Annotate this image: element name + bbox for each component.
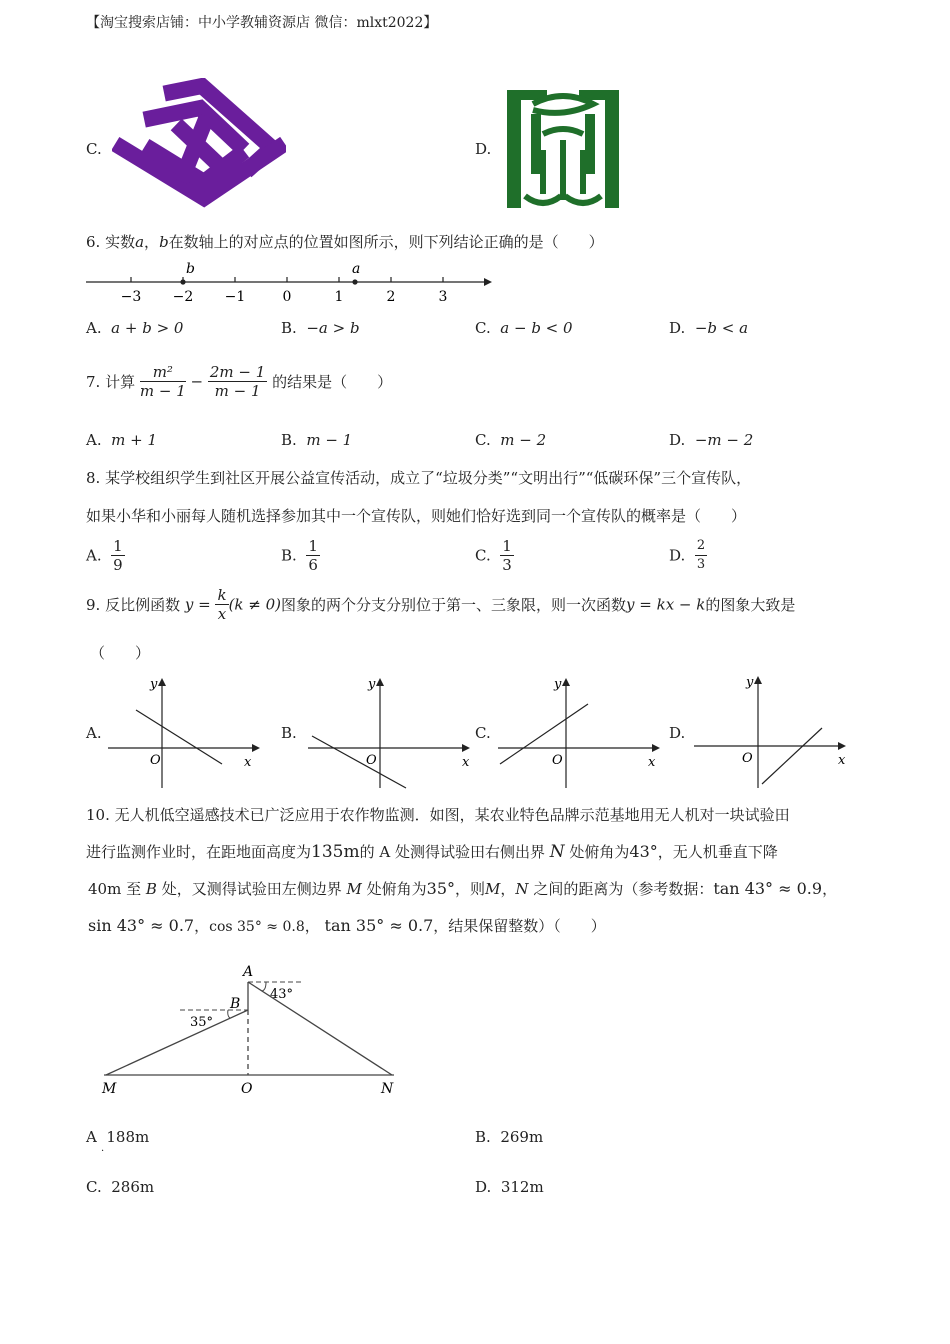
- q9-stem: 9. 反比例函数 y = $\frac{k}{x}$ (k ≠ 0)图象的两个分支分别位于第一、三象限，则一次函数y = kx − k的图象大致是: [86, 586, 796, 623]
- tick-label: 3: [438, 289, 448, 305]
- svg-text:x: x: [462, 755, 470, 770]
- q10-line4: sin 43° ≈ 0.7，cos 35° ≈ 0.8， tan 35° ≈ 0.7，结果保留整数）（ ）: [88, 916, 606, 935]
- q7-option-c: C. m − 2: [475, 431, 547, 449]
- q9-option-d-label: D.: [669, 724, 686, 742]
- tick-label: 2: [386, 289, 396, 305]
- q10-line2: 进行监测作业时，在距地面高度为135m的 A 处测得试验田右侧出界 N 处俯角为43°，无人机垂直下降: [86, 842, 778, 862]
- graph-line: [136, 710, 222, 764]
- tick-label: −1: [224, 289, 246, 305]
- q10-line3: 40m 至 B 处，又测得试验田左侧边界 M 处俯角为35°，则M，N 之间的距离为（参考数据：tan 43° ≈ 0.9，: [88, 879, 838, 898]
- svg-text:y: y: [368, 677, 376, 692]
- q10-option-b: B. 269m: [475, 1128, 544, 1146]
- q5-option-d-label: D.: [475, 140, 492, 158]
- svg-text:y: y: [554, 677, 562, 692]
- svg-text:A: A: [243, 964, 254, 980]
- q9-graph-b: [304, 674, 474, 792]
- svg-text:B: B: [230, 996, 241, 1012]
- q8-line2: 如果小华和小丽每人随机选择参加其中一个宣传队，则她们恰好选到同一个宣传队的概率是（ ）: [86, 507, 747, 525]
- q10-option-d: D. 312m: [475, 1178, 544, 1196]
- page-header: 【淘宝搜索店铺：中小学教辅资源店 微信：mlxt2022】: [86, 15, 438, 31]
- q6-stem: 6. 实数a，b在数轴上的对应点的位置如图所示，则下列结论正确的是（ ）: [86, 233, 604, 251]
- svg-text:y: y: [746, 675, 754, 690]
- q9-option-c-label: C.: [475, 724, 491, 742]
- stray-dot: ·: [101, 1146, 105, 1157]
- tick-label: −3: [120, 289, 142, 305]
- q6-option-b: B. −a > b: [281, 319, 360, 337]
- svg-text:M: M: [102, 1081, 117, 1097]
- q9-graph-c: [494, 674, 664, 792]
- q10-option-c: C. 286m: [86, 1178, 155, 1196]
- q7-option-d: D. −m − 2: [669, 431, 754, 449]
- tick-label: 0: [282, 289, 292, 305]
- q8-option-d: D. $\frac{2}{3}$: [669, 538, 706, 572]
- svg-text:O: O: [552, 753, 563, 768]
- graph-line: [500, 704, 588, 764]
- q7-option-a: A. m + 1: [86, 431, 158, 449]
- graph-line: [762, 728, 822, 784]
- svg-text:O: O: [742, 751, 753, 766]
- q10-figure: [96, 960, 406, 1100]
- q10-line1: 10. 无人机低空遥感技术已广泛应用于农作物监测．如图，某农业特色品牌示范基地用无人机对一块试验田: [86, 806, 790, 824]
- svg-text:x: x: [244, 755, 252, 770]
- q6-option-d: D. −b < a: [669, 319, 749, 337]
- q8-option-a: A. $\frac{1}{9}$: [86, 537, 123, 574]
- tick-label: 1: [334, 289, 344, 305]
- svg-text:N: N: [381, 1081, 394, 1097]
- q5-logo-c: [112, 78, 286, 216]
- svg-text:y: y: [150, 677, 158, 692]
- point-b-label: b: [186, 261, 195, 277]
- q9-option-a-label: A.: [86, 724, 102, 742]
- svg-text:O: O: [241, 1081, 253, 1097]
- q8-option-b: B. $\frac{1}{6}$: [281, 537, 318, 574]
- q7-option-b: B. m − 1: [281, 431, 353, 449]
- tick-label: −2: [172, 289, 194, 305]
- q10-option-a: A 188m: [86, 1128, 150, 1146]
- svg-text:x: x: [838, 753, 846, 768]
- q6-number-line: [86, 258, 496, 308]
- q6-option-c: C. a − b < 0: [475, 319, 573, 337]
- graph-line: [312, 736, 406, 788]
- point-a: [352, 279, 357, 284]
- q8-option-c: C. $\frac{1}{3}$: [475, 537, 512, 574]
- q6-option-a: A. a + b > 0: [86, 319, 184, 337]
- svg-text:O: O: [366, 753, 377, 768]
- q5-option-c-label: C.: [86, 140, 102, 158]
- point-b: [180, 279, 185, 284]
- q9-option-b-label: B.: [281, 724, 297, 742]
- q9-blank: （ ）: [90, 644, 151, 662]
- svg-text:O: O: [150, 753, 161, 768]
- q9-graph-a: [104, 674, 264, 792]
- svg-text:x: x: [648, 755, 656, 770]
- svg-text:35°: 35°: [190, 1015, 214, 1030]
- svg-text:43°: 43°: [270, 987, 294, 1002]
- q9-graph-d: [690, 672, 860, 792]
- q7-stem: 7. 计算 $\frac{\text{m²}}{m - 1}$ − $\frac{2m - 1}{m - 1}$ 的结果是（ ）: [86, 363, 393, 400]
- q8-line1: 8. 某学校组织学生到社区开展公益宣传活动，成立了“垃圾分类”“文明出行”“低碳环保”三个宣传队，: [86, 469, 752, 487]
- q5-logo-d: [503, 84, 627, 216]
- point-a-label: a: [352, 261, 361, 277]
